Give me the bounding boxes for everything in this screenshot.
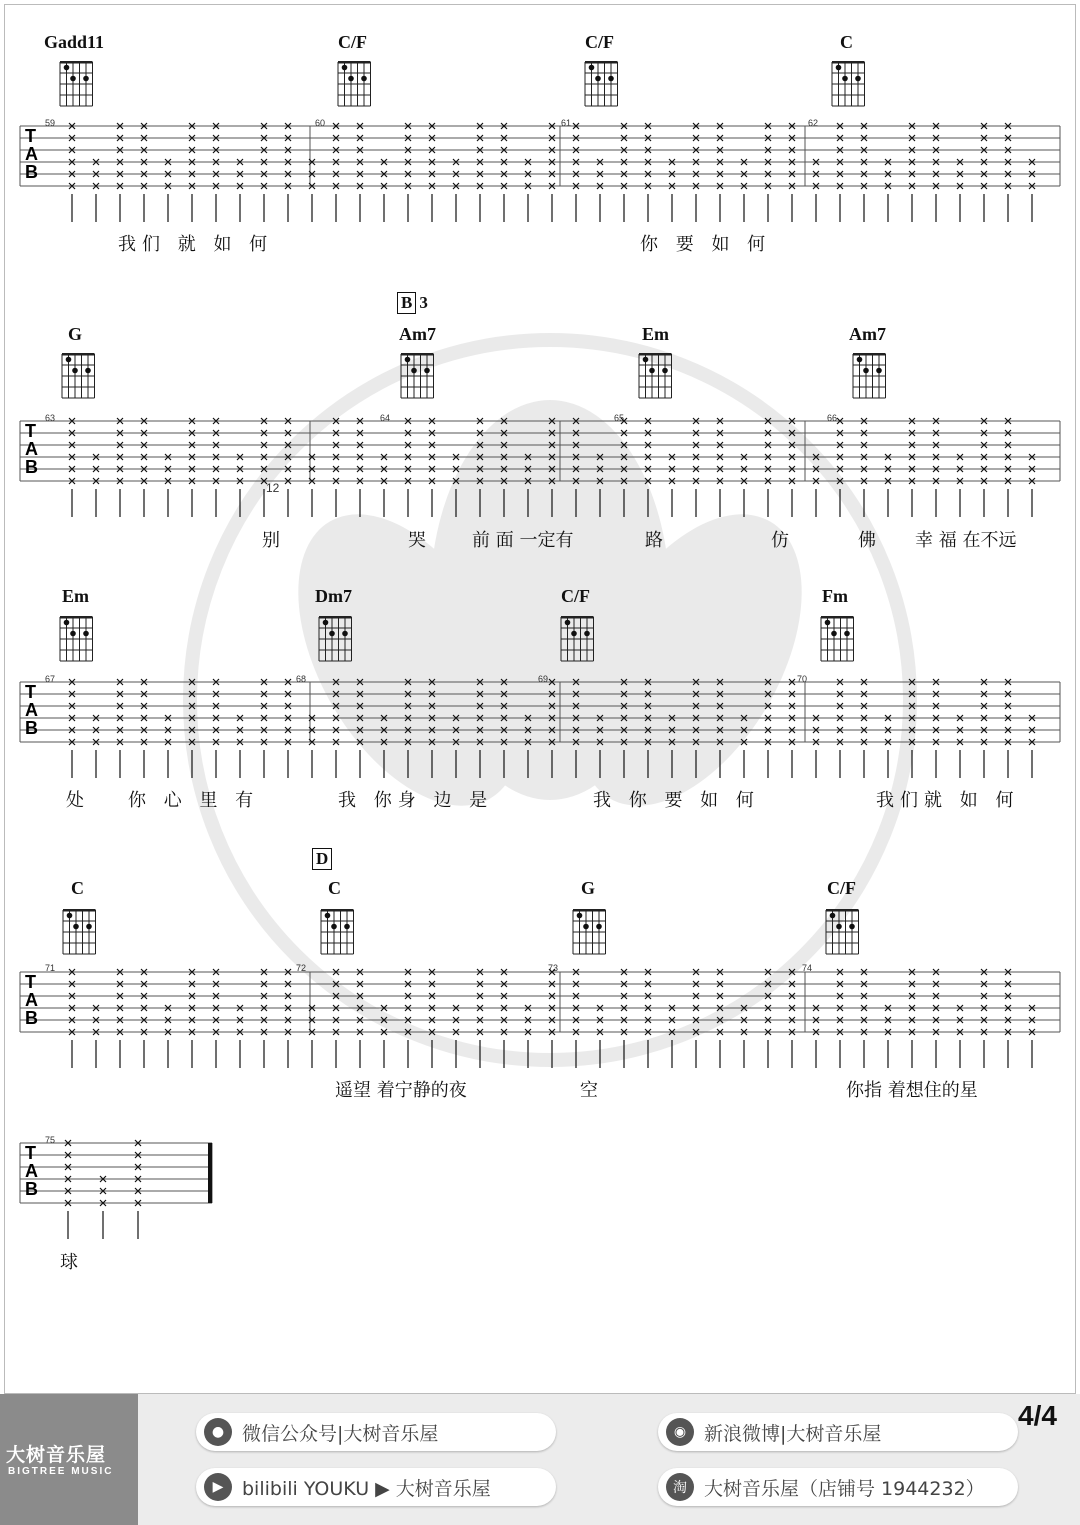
video-link[interactable] (196, 1468, 556, 1506)
finger-dot (836, 924, 842, 930)
finger-dot (86, 924, 92, 930)
chord-grid (829, 58, 869, 110)
nut (561, 616, 594, 619)
finger-dot (643, 357, 649, 363)
video-label: bilibili YOUKU ▶ 大树音乐屋 (242, 1477, 491, 1500)
staff-lines (20, 972, 1060, 1032)
finger-dot (67, 913, 73, 919)
finger-dot (325, 913, 331, 919)
finger-dot (329, 631, 335, 637)
lyric-word: 幸 福 在不远 (915, 530, 1017, 551)
fret-number: 12 (266, 481, 280, 495)
finger-dot (825, 620, 831, 626)
nut (853, 353, 886, 356)
finger-dot (342, 631, 348, 637)
measure-number: 74 (802, 963, 813, 973)
nut (821, 616, 854, 619)
finger-dot (348, 76, 354, 82)
finger-dot (85, 368, 91, 374)
tab-clef-letter: T (25, 972, 36, 992)
chord-diagram (850, 350, 890, 407)
staff-lines (20, 1143, 212, 1203)
strum-marks (69, 969, 1035, 1035)
finger-dot (73, 924, 79, 930)
chord-diagram (335, 58, 375, 115)
chord-grid (823, 906, 863, 958)
chord-name: Am7 (399, 324, 436, 344)
lyric-line: 你 要 如 何 (640, 234, 772, 255)
chord-name: Em (642, 324, 669, 344)
nut (585, 61, 618, 64)
finger-dot (595, 76, 601, 82)
chord-name: C/F (338, 32, 367, 52)
bilibili-icon: ▶ (204, 1473, 232, 1501)
chord-name: G (581, 878, 596, 898)
measure-number: 75 (45, 1135, 56, 1145)
lyric-word: 你 心 里 有 (128, 790, 260, 811)
chord-name: C (71, 878, 84, 898)
chord-diagram (60, 906, 100, 963)
chord-name: Gadd11 (44, 32, 105, 52)
nut (338, 61, 371, 64)
lyric-word: 处 (66, 790, 84, 811)
chord-diagram (316, 613, 356, 670)
finger-dot (66, 357, 72, 363)
tab-clef-letter: A (25, 990, 38, 1010)
finger-dot (662, 368, 668, 374)
chord-grid (398, 350, 438, 402)
nut (826, 909, 859, 912)
lyric-word: 路 (645, 530, 663, 551)
finger-dot (571, 631, 577, 637)
chord-grid (316, 613, 356, 665)
nut (321, 909, 354, 912)
staff-graphic (0, 672, 1080, 812)
logo-text: 大树音乐屋 (6, 1444, 107, 1466)
weibo-icon: ◉ (666, 1418, 694, 1446)
chord-grid (318, 906, 358, 958)
brand-logo (0, 1394, 138, 1525)
finger-dot (830, 913, 836, 919)
chord-name: C (840, 32, 853, 52)
chord-grid (59, 350, 99, 402)
finger-dot (831, 631, 837, 637)
finger-dot (70, 631, 76, 637)
finger-dot (836, 65, 842, 71)
finger-dot (596, 924, 602, 930)
nut (319, 616, 352, 619)
staff-lines (20, 126, 1060, 186)
tab-clef-letter: T (25, 126, 36, 146)
nut (60, 61, 93, 64)
wechat-link[interactable] (196, 1413, 556, 1451)
finger-dot (855, 76, 861, 82)
tab-clef-letter: T (25, 1143, 36, 1163)
chord-name: C/F (585, 32, 614, 52)
finger-dot (849, 924, 855, 930)
measure-number: 60 (315, 118, 326, 128)
chord-diagram (582, 58, 622, 115)
finger-dot (584, 631, 590, 637)
chord-name: Fm (822, 586, 848, 606)
finger-dot (842, 76, 848, 82)
lyric-word: 佛 (858, 530, 876, 551)
chord-name: G (68, 324, 83, 344)
finger-dot (411, 368, 417, 374)
chord-diagram (318, 906, 358, 963)
tab-clef-letter: B (25, 718, 38, 738)
chord-grid (60, 906, 100, 958)
measure-number: 71 (45, 963, 56, 973)
chord-grid (335, 58, 375, 110)
measure-number: 61 (561, 118, 572, 128)
chord-name: Dm7 (315, 586, 352, 606)
lyric-word: 遥望 着宁静的夜 (335, 1080, 467, 1101)
finger-dot (83, 631, 89, 637)
section-marker (312, 848, 332, 870)
finger-dot (876, 368, 882, 374)
finger-dot (863, 368, 869, 374)
finger-dot (323, 620, 329, 626)
measure-number: 69 (538, 674, 549, 684)
chord-diagram (558, 613, 598, 670)
chord-grid (582, 58, 622, 110)
finger-dot (361, 76, 367, 82)
weibo-label: 新浪微博|大树音乐屋 (704, 1422, 882, 1445)
measure-number: 65 (614, 413, 625, 423)
nut (832, 61, 865, 64)
lyric-line: 我们 就 如 何 (118, 234, 274, 255)
chord-diagram (823, 906, 863, 963)
measure-number: 72 (296, 963, 307, 973)
measure-number: 59 (45, 118, 56, 128)
chord-diagram (829, 58, 869, 115)
chord-name: C (328, 878, 341, 898)
measure-number: 73 (548, 963, 559, 973)
rhythm-stems (72, 750, 1032, 778)
lyric-word: 你指 着想住的星 (846, 1080, 978, 1101)
chord-diagram (57, 58, 97, 115)
section-letter: D (312, 848, 332, 870)
rhythm-stems (72, 489, 1032, 517)
tab-clef-letter: A (25, 1161, 38, 1181)
lyric-word: 我 你 要 如 何 (593, 790, 760, 811)
page-number: 4/4 (1018, 1400, 1057, 1431)
chord-diagram (59, 350, 99, 407)
rhythm-stems (72, 194, 1032, 222)
nut (639, 353, 672, 356)
strum-marks (69, 123, 1035, 189)
chord-grid (558, 613, 598, 665)
finger-dot (565, 620, 571, 626)
finger-dot (344, 924, 350, 930)
chord-diagram (57, 613, 97, 670)
measure-number: 66 (827, 413, 838, 423)
lyric-word: 空 (580, 1080, 598, 1101)
finger-dot (577, 913, 583, 919)
finger-dot (424, 368, 430, 374)
staff-graphic (0, 116, 1080, 256)
tab-clef-letter: B (25, 1008, 38, 1028)
chord-name: Em (62, 586, 89, 606)
measure-number: 64 (380, 413, 391, 423)
lyric-word: 哭 (408, 530, 426, 551)
chord-diagram (636, 350, 676, 407)
finger-dot (857, 357, 863, 363)
staff-graphic (0, 962, 1080, 1102)
tab-clef-letter: B (25, 457, 38, 477)
chord-name: C/F (827, 878, 856, 898)
chord-grid (57, 613, 97, 665)
chord-grid (818, 613, 858, 665)
wechat-label: 微信公众号|大树音乐屋 (242, 1422, 439, 1445)
final-barline (208, 1143, 212, 1203)
taobao-icon: 淘 (666, 1473, 694, 1501)
finger-dot (70, 76, 76, 82)
lyric-word: 我 你身 边 是 (338, 790, 494, 811)
finger-dot (649, 368, 655, 374)
strum-marks (69, 418, 1035, 484)
chord-diagram (398, 350, 438, 407)
nut (63, 909, 96, 912)
finger-dot (844, 631, 850, 637)
logo-subtext: BIGTREE MUSIC (8, 1466, 114, 1477)
rhythm-stems (68, 1211, 138, 1239)
finger-dot (72, 368, 78, 374)
chord-grid (850, 350, 890, 402)
measure-number: 67 (45, 674, 56, 684)
tab-clef-letter: A (25, 700, 38, 720)
finger-dot (83, 76, 89, 82)
staff-lines (20, 682, 1060, 742)
section-number: 3 (419, 293, 428, 312)
staff-graphic (0, 411, 1080, 551)
staff-graphic (0, 1133, 1080, 1273)
finger-dot (331, 924, 337, 930)
tab-clef-letter: T (25, 421, 36, 441)
shop-link[interactable] (658, 1468, 1018, 1506)
measure-number: 68 (296, 674, 307, 684)
lyric-word: 前 面 一定有 (472, 530, 574, 551)
finger-dot (583, 924, 589, 930)
measure-number: 62 (808, 118, 819, 128)
nut (60, 616, 93, 619)
tab-clef-letter: T (25, 682, 36, 702)
finger-dot (589, 65, 595, 71)
tab-clef-letter: A (25, 144, 38, 164)
strum-marks (65, 1140, 141, 1206)
section-letter: B (397, 292, 416, 314)
wechat-icon: ● (204, 1418, 232, 1446)
lyric-word: 仿 (771, 530, 789, 551)
chord-grid (57, 58, 97, 110)
lyric-word: 别 (262, 530, 280, 551)
tab-clef-letter: A (25, 439, 38, 459)
chord-grid (570, 906, 610, 958)
nut (401, 353, 434, 356)
finger-dot (608, 76, 614, 82)
staff-lines (20, 421, 1060, 481)
strum-marks (69, 679, 1035, 745)
measure-number: 63 (45, 413, 56, 423)
finger-dot (405, 357, 411, 363)
chord-name: C/F (561, 586, 590, 606)
chord-diagram (570, 906, 610, 963)
nut (573, 909, 606, 912)
lyric-word: 我们就 如 何 (876, 790, 1020, 811)
section-marker (397, 292, 428, 314)
rhythm-stems (72, 1040, 1032, 1068)
weibo-link[interactable] (658, 1413, 1018, 1451)
measure-number: 70 (797, 674, 808, 684)
finger-dot (64, 65, 70, 71)
chord-diagram (818, 613, 858, 670)
chord-name: Am7 (849, 324, 886, 344)
lyric-word: 球 (60, 1252, 78, 1273)
finger-dot (64, 620, 70, 626)
tab-clef-letter: B (25, 1179, 38, 1199)
tab-clef-letter: B (25, 162, 38, 182)
chord-grid (636, 350, 676, 402)
finger-dot (342, 65, 348, 71)
shop-label: 大树音乐屋（店铺号 1944232） (704, 1477, 985, 1500)
nut (62, 353, 95, 356)
